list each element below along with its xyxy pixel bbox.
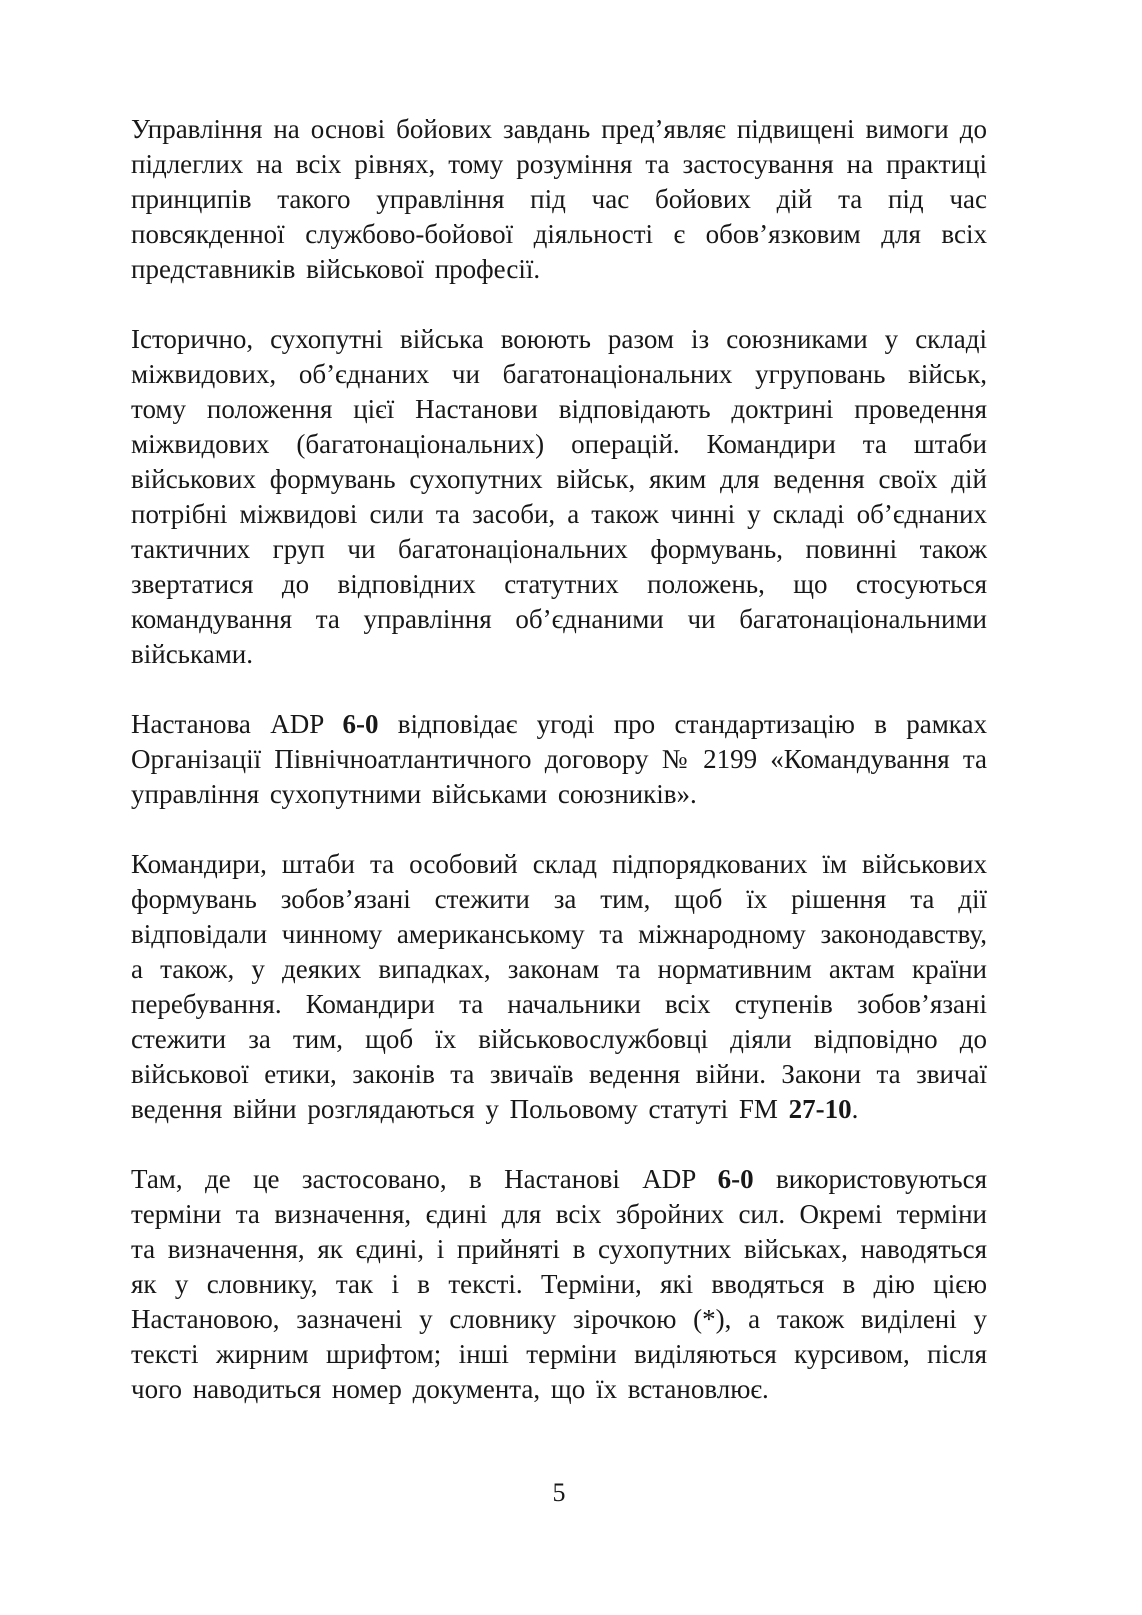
- page-number: 5: [552, 1478, 566, 1507]
- text-run: використовуються терміни та визначення, єдині для всіх збройних сил. Окремі терміни та визначення, як єдині, і прийняті в сухопутних військах, наводяться як у словнику, так і в тексті. Терміни, які вводяться в дію цією Настановою, зазначені у словнику зірочкою (*), а також виділені у тексті жирним шрифтом; інші терміни виділяються курсивом, після чого наводиться номер документа, що їх встановлює.: [131, 1164, 987, 1404]
- paragraph: [131, 112, 987, 287]
- bold-term: 27-10: [788, 1094, 852, 1124]
- text-run: .: [851, 1094, 859, 1124]
- text-run: Командири, штаби та особовий склад підпорядкованих їм військових формувань зобов’язані стежити за тим, щоб їх рішення та дії відповідали чинному американському та міжнародному законодавству, а також, у деяких випадках, законам та нормативним актам країни перебування. Командири та начальники всіх ступенів зобов’язані стежити за тим, щоб їх військовослужбовці діяли відповідно до військової етики, законів та звичаїв ведення війни. Закони та звичаї ведення війни розглядаються у Польовому статуті FM: [131, 849, 987, 1124]
- text-run: Управління на основі бойових завдань пред’являє підвищені вимоги до підлеглих на всіх рівнях, тому розуміння та застосування на практиці принципів такого управління під час бойових дій та під час повсякденної службово-бойової діяльності є обов’язковим для всіх представників військової професії.: [131, 114, 987, 284]
- bold-term: 6-0: [342, 709, 379, 739]
- bold-term: 6-0: [717, 1164, 754, 1194]
- document-body: [131, 112, 987, 1407]
- text-run: Там, де це застосовано, в Настанові ADP: [131, 1164, 718, 1194]
- text-run: Історично, сухопутні війська воюють разом із союзниками у складі міжвидових, об’єднаних чи багатонаціональних угруповань військ, тому положення цієї Настанови відповідають доктрині проведення міжвидових (багатонаціональних) операцій. Командири та штаби військових формувань сухопутних військ, яким для ведення своїх дій потрібні міжвидові сили та засоби, а також чинні у складі об’єднаних тактичних груп чи багатонаціональних формувань, повинні також звертатися до відповідних статутних положень, що стосуються командування та управління об’єднаними чи багатонаціональними військами.: [131, 324, 987, 669]
- paragraph: [131, 1162, 987, 1407]
- text-run: Настанова ADP: [131, 709, 343, 739]
- paragraph: [131, 322, 987, 672]
- paragraph: [131, 847, 987, 1127]
- text-run: відповідає угоді про стандартизацію в рамках Організації Північноатлантичного договору № 2199 «Командування та управління сухопутними військами союзників».: [131, 709, 987, 809]
- paragraph: [131, 707, 987, 812]
